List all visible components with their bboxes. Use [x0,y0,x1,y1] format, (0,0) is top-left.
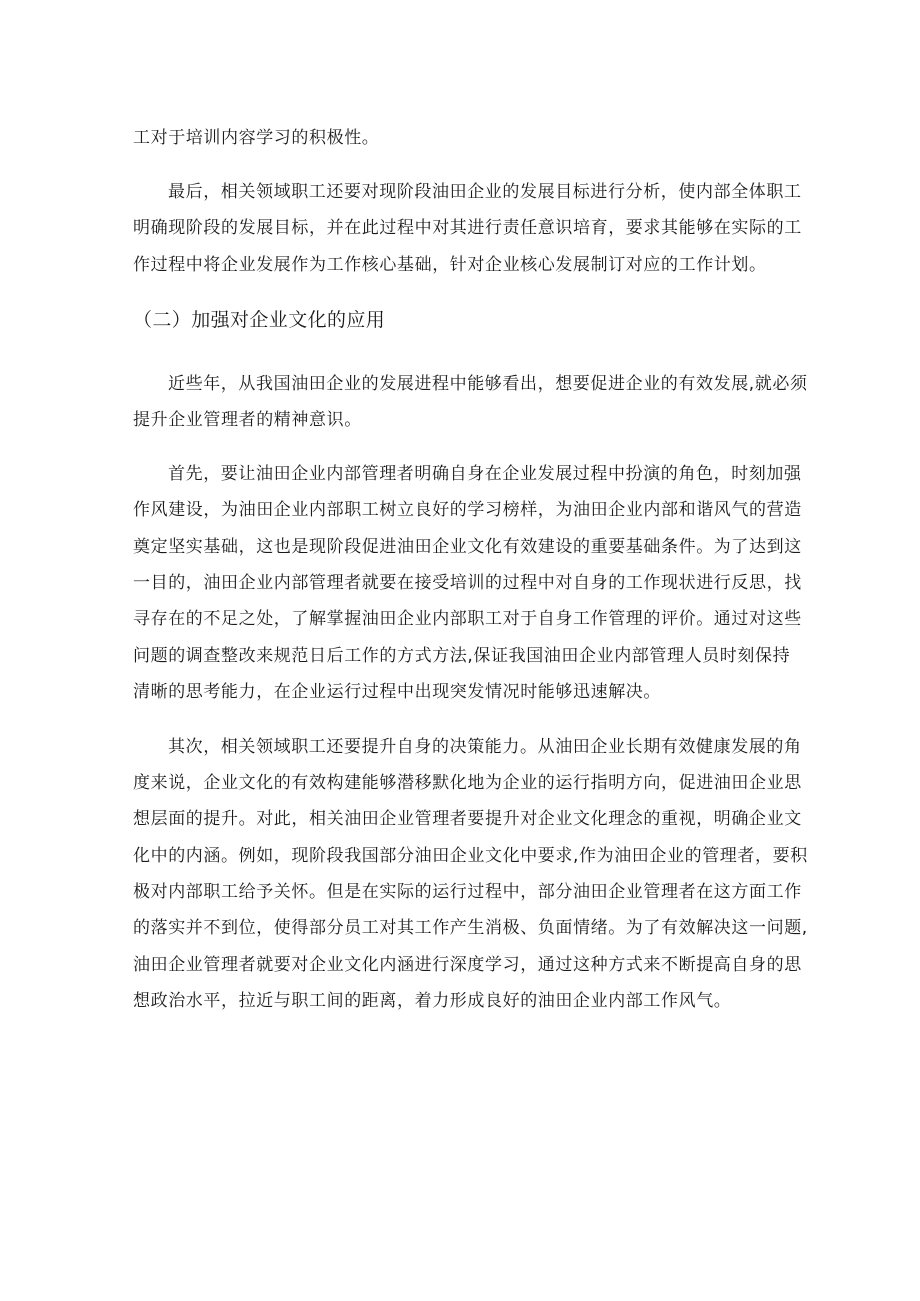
paragraph-line: 油田企业管理者就要对企业文化内涵进行深度学习，通过这种方式来不断提高自身的思 [133,955,802,975]
paragraph-line: 的落实并不到位，使得部分员工对其工作产生消极、负面情绪。为了有效解决这一问题, [133,918,808,938]
paragraph-line: 作过程中将企业发展作为工作核心基础，针对企业核心发展制订对应的工作计划。 [133,255,767,275]
paragraph-line: 化中的内涵。例如，现阶段我国部分油田企业文化中要求,作为油田企业的管理者，要积 [133,846,808,866]
paragraph-line: 其次，相关领域职工还要提升自身的决策能力。从油田企业长期有效健康发展的角 [168,737,802,757]
paragraph-line: 工对于培训内容学习的积极性。 [133,128,380,148]
paragraph-line: 想政治水平，拉近与职工间的距离，着力形成良好的油田企业内部工作风气。 [133,991,732,1011]
paragraph-line: 清晰的思考能力，在企业运行过程中出现突发情况时能够迅速解决。 [133,682,661,702]
paragraph-line: 作风建设，为油田企业内部职工树立良好的学习榜样，为油田企业内部和谐风气的营造 [133,500,802,520]
paragraph-line: 首先，要让油田企业内部管理者明确自身在企业发展过程中扮演的角色，时刻加强 [168,464,802,484]
paragraph-line: 极对内部职工给予关怀。但是在实际的运行过程中，部分油田企业管理者在这方面工作 [133,882,802,902]
paragraph-line: 奠定坚实基础，这也是现阶段促进油田企业文化有效建设的重要基础条件。为了达到这 [133,537,802,557]
paragraph-line: 近些年，从我国油田企业的发展进程中能够看出，想要促进企业的有效发展,就必须 [168,374,808,394]
paragraph-line: 想层面的提升。对此，相关油田企业管理者要提升对企业文化理念的重视，明确企业文 [133,809,802,829]
paragraph-line: 问题的调查整改来规范日后工作的方式方法,保证我国油田企业内部管理人员时刻保持 [133,646,791,666]
paragraph-line: 最后，相关领域职工还要对现阶段油田企业的发展目标进行分析，使内部全体职工 [168,182,802,202]
section-heading: （二）加强对企业文化的应用 [133,309,386,331]
paragraph-line: 寻存在的不足之处，了解掌握油田企业内部职工对于自身工作管理的评价。通过对这些 [133,609,802,629]
paragraph-line: 一目的，油田企业内部管理者就要在接受培训的过程中对自身的工作现状进行反思，找 [133,573,802,593]
paragraph-line: 明确现阶段的发展目标，并在此过程中对其进行责任意识培育，要求其能够在实际的工 [133,218,802,238]
paragraph-line: 提升企业管理者的精神意识。 [133,410,362,430]
paragraph-line: 度来说，企业文化的有效构建能够潜移默化地为企业的运行指明方向，促进油田企业思 [133,773,802,793]
